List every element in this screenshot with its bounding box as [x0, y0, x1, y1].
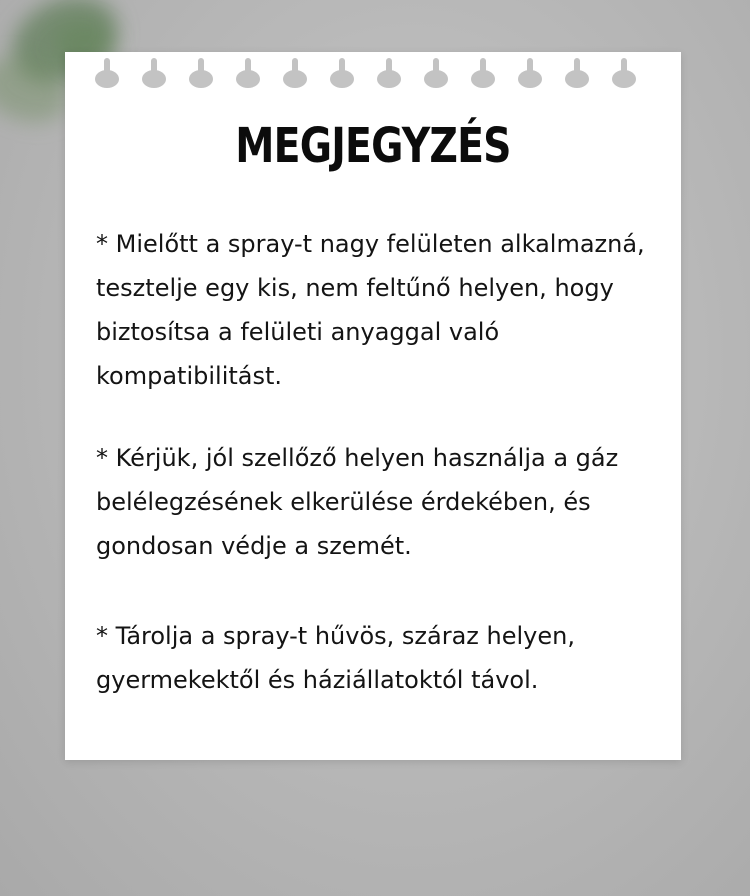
binding-hole: [236, 70, 260, 88]
note-paragraph-ventilation: * Kérjük, jól szellőző helyen használja a gáz belélegzésének elkerülése érdekében, és gondosan védje a szemét.: [96, 444, 619, 560]
binding-hole: [612, 70, 636, 88]
binding-hole: [283, 70, 307, 88]
binding-holes: [95, 62, 645, 92]
binding-hole: [377, 70, 401, 88]
binding-hole: [471, 70, 495, 88]
note-paragraph-test-patch: * Mielőtt a spray-t nagy felületen alkalmazná, tesztelje egy kis, nem feltűnő helyen, hogy biztosítsa a felületi anyaggal való kompatibilitást.: [96, 230, 645, 390]
note-paper: [65, 52, 681, 760]
binding-hole: [330, 70, 354, 88]
note-title: MEGJEGYZÉS: [235, 118, 511, 174]
note-paragraph-storage: * Tárolja a spray-t hűvös, száraz helyen, gyermekektől és háziállatoktól távol.: [96, 622, 575, 694]
binding-hole: [424, 70, 448, 88]
binding-hole: [518, 70, 542, 88]
binding-hole: [565, 70, 589, 88]
binding-hole: [95, 70, 119, 88]
binding-hole: [142, 70, 166, 88]
binding-hole: [189, 70, 213, 88]
